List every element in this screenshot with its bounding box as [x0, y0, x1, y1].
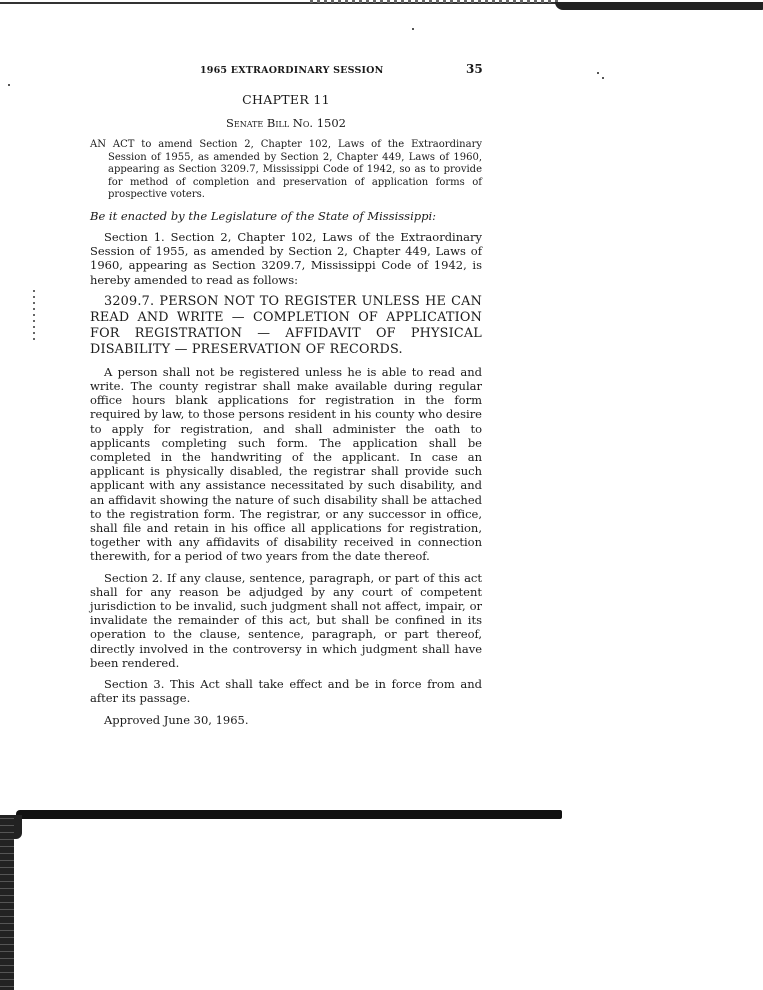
margin-marks	[33, 290, 35, 342]
scan-bottom-edge	[16, 810, 562, 819]
act-title: AN ACT to amend Section 2, Chapter 102, Laws of the Extraordinary Session of 1955, as amended by Section 2, Chapter 449, Laws of 1960, appearing as Section 3209.7, Mississippi Code of 1942, so as to provide for method of completion and preservation of application forms of prospective voters.	[90, 139, 482, 201]
scan-left-edge-corner	[14, 815, 22, 839]
section-2: Section 2. If any clause, sentence, paragraph, or part of this act shall for any reason be adjudged by any court of competent jurisdiction to be invalid, such judgment shall not affect, impair, or invalidate the remainder of this act, but shall be confined in its operation to the clause, sentence, paragraph, or part thereof, directly involved in the controversy in which judgment shall have been rendered.	[90, 570, 482, 670]
scan-speck	[8, 84, 10, 86]
code-section-body: A person shall not be registered unless he is able to read and write. The county registrar shall make available during regular office hours blank applications for registration in the form required by law, to those persons resident in his county who desire to apply for registration, and shall administer the oath to applicants completing such form. The application shall be completed in the handwriting of the applicant. In case an applicant is physically disabled, the registrar shall provide such applicant with any assistance necessitated by such disability, and an affidavit showing the nature of such disability shall be attached to the registration form. The registrar, or any successor in office, shall file and retain in his office all applications for registration, together with any affidavits of disability received in connection therewith, for a period of two years from the date thereof.	[90, 364, 482, 564]
enacting-clause: Be it enacted by the Legislature of the State of Mississippi:	[90, 208, 437, 223]
page-header	[90, 62, 482, 80]
chapter-title: CHAPTER 11	[242, 92, 330, 107]
scan-speck	[412, 28, 414, 30]
approval-date: Approved June 30, 1965.	[104, 713, 249, 728]
bill-number: Senate Bill No. 1502	[226, 116, 346, 130]
scan-top-dots	[310, 0, 560, 3]
scan-left-edge	[0, 815, 14, 990]
section-3: Section 3. This Act shall take effect and be in force from and after its passage.	[90, 677, 482, 706]
section-1: Section 1. Section 2, Chapter 102, Laws of the Extraordinary Session of 1955, as amended by Section 2, Chapter 449, Laws of 1960, appearing as Section 3209.7, Mississippi Code of 1942, is hereby amended to read as follows:	[90, 229, 482, 287]
scan-speck	[602, 77, 604, 79]
page-number: 35	[466, 62, 483, 76]
document-page	[90, 62, 482, 727]
code-section-heading: 3209.7. PERSON NOT TO REGISTER UNLESS HE CAN READ AND WRITE — COMPLETION OF APPLICATION FOR REGISTRATION — AFFIDAVIT OF PHYSICAL DISABILITY — PRESERVATION OF RECORDS.	[90, 293, 482, 357]
scan-speck	[597, 72, 599, 74]
scan-top-right-edge	[555, 2, 763, 10]
running-head: 1965 EXTRAORDINARY SESSION	[200, 65, 384, 76]
